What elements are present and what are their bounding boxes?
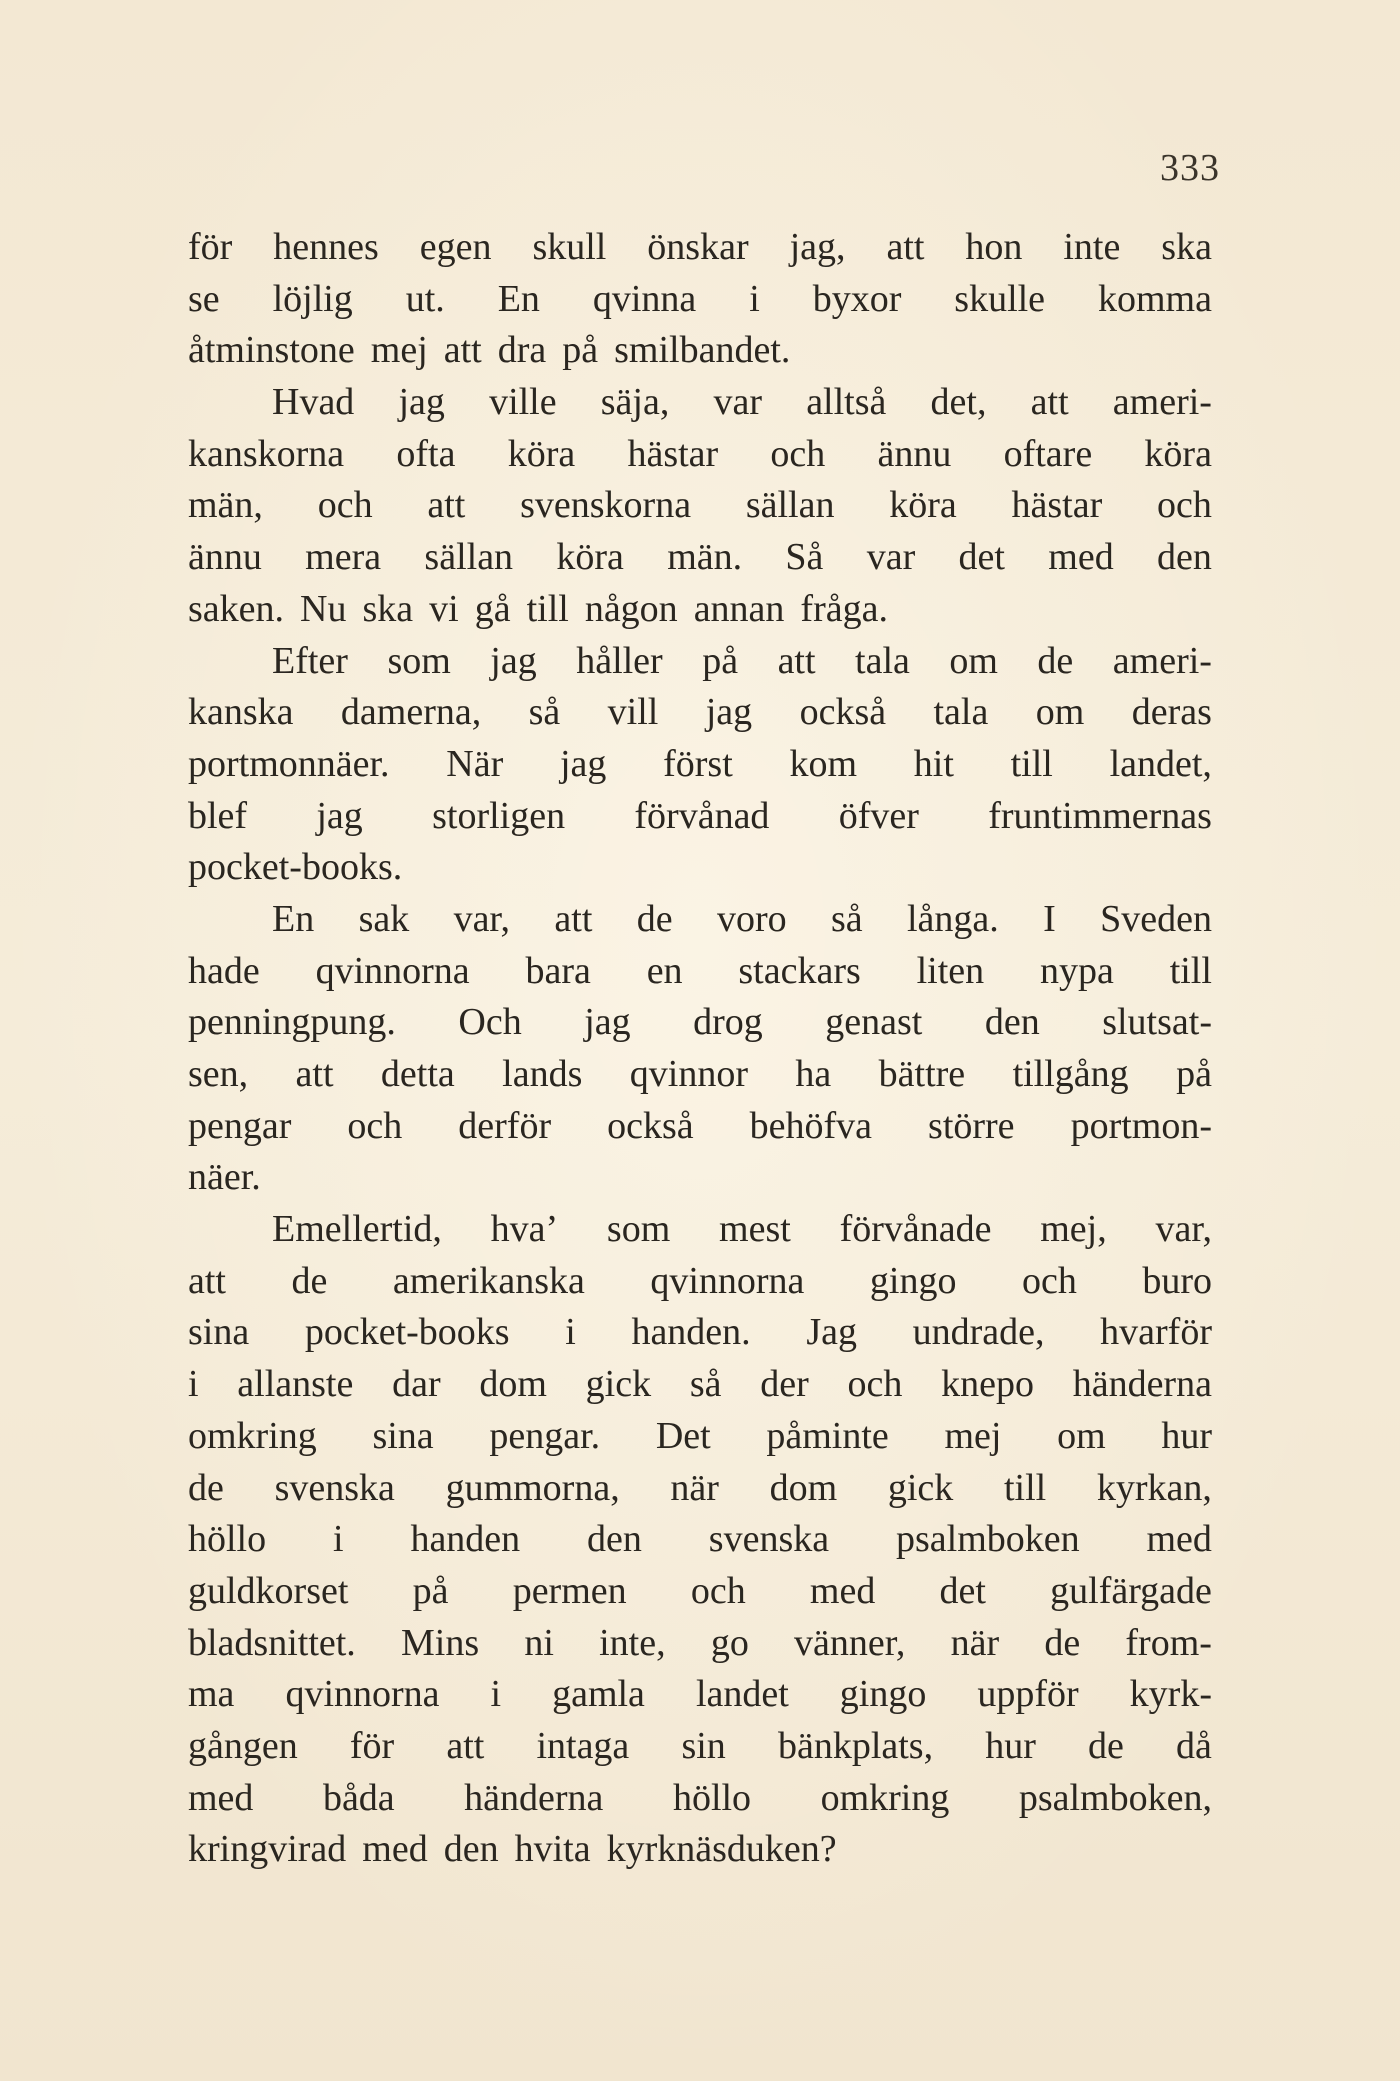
word: för [188, 226, 233, 268]
word: så [528, 691, 561, 734]
word: var, [1155, 1208, 1212, 1251]
word: behöfva [749, 1104, 873, 1147]
word: vill [607, 691, 659, 734]
text-line [188, 532, 1212, 584]
word: att [446, 1724, 485, 1767]
word: gummorna, [445, 1466, 620, 1509]
word: i [490, 1673, 502, 1716]
word: handen [410, 1518, 521, 1561]
word: någon [584, 587, 678, 630]
word: hästar [1011, 484, 1103, 527]
word: landet, [1109, 742, 1212, 785]
word: ut. [405, 277, 445, 320]
word: och [1021, 1259, 1077, 1302]
word: hur [985, 1724, 1036, 1767]
word: ameri- [1112, 381, 1212, 424]
word: ofta [396, 432, 456, 475]
word: de [636, 897, 673, 940]
word: förvånade [839, 1208, 992, 1251]
word: gången [188, 1724, 298, 1767]
word: hade [188, 949, 260, 992]
text-line [188, 1463, 1212, 1515]
word: höllo [188, 1518, 267, 1561]
word: till [1010, 742, 1053, 785]
word: pengar [188, 1104, 292, 1147]
word: mest [719, 1208, 791, 1251]
word: qvinnorna [285, 1673, 440, 1716]
word: män, [188, 484, 263, 527]
word: med [362, 1828, 428, 1871]
word: i [188, 1363, 199, 1406]
word: som [606, 1208, 671, 1251]
text-line [188, 1618, 1212, 1670]
word: from- [1125, 1621, 1212, 1664]
word: inte [1063, 226, 1121, 268]
text-line [188, 739, 1212, 791]
word: påminte [766, 1414, 889, 1457]
text-line [188, 1566, 1212, 1618]
word: omkring [188, 1414, 317, 1457]
word: jag [705, 691, 753, 734]
word: näer. [188, 1156, 261, 1199]
word: saken. [188, 587, 285, 630]
word: alltså [806, 381, 887, 424]
word: var [866, 536, 916, 579]
word: för [349, 1724, 395, 1767]
word: genast [825, 1001, 923, 1044]
text-line [188, 1049, 1212, 1101]
word: ännu [877, 432, 952, 475]
word: lands [502, 1053, 583, 1095]
word: först [663, 742, 733, 785]
word: sina [372, 1414, 434, 1457]
word: de [188, 1466, 224, 1509]
word: jag [584, 1001, 631, 1044]
word: hur [1161, 1414, 1212, 1457]
word: pocket-books [304, 1311, 510, 1354]
word: med [1146, 1518, 1212, 1561]
word: den [587, 1518, 642, 1561]
word: gick [887, 1466, 954, 1509]
word: när [670, 1466, 719, 1509]
word: kanskorna [188, 432, 345, 475]
word: till [1003, 1466, 1047, 1509]
word: köra [556, 536, 624, 579]
word: när [950, 1621, 1000, 1664]
word: jag [398, 381, 445, 424]
word: jag [316, 794, 363, 837]
word: och [317, 484, 373, 527]
word: deras [1131, 691, 1212, 734]
text-line [188, 894, 1212, 946]
text-line [188, 1101, 1212, 1153]
word: att [886, 226, 925, 268]
word: mej [370, 329, 428, 372]
word: nypa [1039, 949, 1114, 992]
text-line [188, 1359, 1212, 1411]
word: kanska [188, 691, 294, 734]
word: så [689, 1363, 722, 1406]
word: portmonnäer. [188, 742, 390, 785]
word: det, [930, 381, 987, 424]
word: handen. [631, 1311, 751, 1354]
word: händerna [1072, 1363, 1212, 1406]
word: så [830, 897, 863, 940]
word: amerikanska [392, 1259, 585, 1302]
word: om [1035, 691, 1085, 734]
word: blef [188, 794, 248, 837]
word: Hvad [272, 381, 355, 424]
word: långa. [906, 897, 999, 940]
word: Efter [272, 639, 348, 682]
word: att [554, 897, 593, 940]
word: på [1176, 1053, 1212, 1095]
word: ska [362, 587, 414, 630]
word: bladsnittet. [188, 1621, 356, 1664]
word: som [387, 639, 451, 682]
word: Emellertid, [272, 1208, 442, 1251]
word: go [710, 1621, 749, 1664]
word: Nu [300, 587, 347, 630]
word: en [646, 949, 683, 992]
word: säja, [600, 381, 670, 424]
word: köra [889, 484, 957, 527]
word: bara [525, 949, 591, 992]
word: svenska [274, 1466, 395, 1509]
word: kyrk- [1129, 1673, 1212, 1716]
word: båda [322, 1776, 395, 1819]
word: den [984, 1001, 1040, 1044]
word: qvinna [592, 277, 697, 320]
word: och [847, 1363, 903, 1406]
text-line [188, 1824, 1212, 1876]
word: skull [532, 226, 607, 268]
word: pocket-books. [188, 846, 403, 889]
word: annan [693, 587, 785, 630]
word: mera [305, 536, 382, 579]
word: Mins [401, 1621, 480, 1664]
word: ville [489, 381, 557, 424]
text-line [188, 480, 1212, 532]
word: ännu [188, 536, 262, 579]
word: dar [392, 1363, 441, 1406]
word: svenska [708, 1518, 830, 1561]
text-line [188, 1411, 1212, 1463]
word: qvinnor [629, 1053, 748, 1095]
word: köra [1144, 432, 1212, 475]
text-line [188, 1669, 1212, 1721]
word: och [347, 1104, 403, 1147]
word: mej, [1040, 1208, 1107, 1251]
word: egen [419, 226, 492, 268]
word: ha [795, 1053, 832, 1095]
text-line [188, 1204, 1212, 1256]
word: undrade, [912, 1311, 1045, 1354]
word: permen [512, 1569, 627, 1612]
word: och [690, 1569, 746, 1612]
word: sen, [188, 1053, 249, 1095]
word: vi [429, 587, 459, 630]
word: tala [933, 691, 989, 734]
word: se [188, 277, 220, 320]
word: Jag [806, 1311, 857, 1354]
text-line [188, 946, 1212, 998]
text-line [188, 636, 1212, 688]
word: de [291, 1259, 328, 1302]
word: ameri- [1112, 639, 1212, 682]
word: portmon- [1070, 1104, 1212, 1147]
word: i [333, 1518, 344, 1561]
word: gulfärgade [1050, 1569, 1212, 1612]
word: En [272, 897, 315, 940]
text-line [188, 997, 1212, 1049]
word: byxor [812, 277, 902, 320]
text-line [188, 1721, 1212, 1773]
word: större [928, 1104, 1015, 1147]
text-line [188, 1514, 1212, 1566]
text-line [188, 791, 1212, 843]
word: kringvirad [188, 1828, 347, 1871]
word: då [1176, 1724, 1212, 1767]
word: kyrknäsduken? [606, 1828, 837, 1871]
text-line [188, 274, 1212, 326]
word: händerna [464, 1776, 604, 1819]
word: buro [1142, 1259, 1212, 1302]
body-text [188, 222, 1212, 1876]
word: Sveden [1100, 897, 1212, 940]
word: dom [479, 1363, 547, 1406]
word: om [949, 639, 998, 682]
word: När [446, 742, 504, 785]
word: håller [576, 639, 663, 682]
word: att [188, 1259, 226, 1302]
word: till [526, 587, 569, 630]
word: gå [474, 587, 511, 630]
word: Så [785, 536, 824, 579]
word: gick [585, 1363, 652, 1406]
word: gingo [839, 1673, 927, 1716]
word: oftare [1003, 432, 1093, 475]
page-number: 333 [1160, 147, 1220, 189]
text-line [188, 377, 1212, 429]
word: att [295, 1053, 334, 1095]
text-line [188, 429, 1212, 481]
text-line [188, 584, 1212, 636]
word: de [1037, 639, 1074, 682]
word: också [607, 1104, 694, 1147]
word: uppför [977, 1673, 1079, 1716]
word: hästar [627, 432, 719, 475]
word: fråga. [800, 587, 888, 630]
text-line [188, 222, 1212, 274]
word: det [958, 536, 1005, 579]
word: intaga [536, 1724, 630, 1767]
word: dra [497, 329, 547, 372]
word: En [497, 277, 540, 320]
word: jag [490, 639, 537, 682]
word: penningpung. [188, 1001, 396, 1044]
word: gamla [552, 1673, 645, 1716]
word: skulle [954, 277, 1046, 320]
word: var, [453, 897, 511, 940]
word: höllo [672, 1776, 752, 1819]
word: sällan [424, 536, 514, 579]
word: allanste [237, 1363, 354, 1406]
word: liten [916, 949, 985, 992]
word: psalmboken [895, 1518, 1080, 1561]
word: slutsat- [1102, 1001, 1212, 1044]
word: och [770, 432, 826, 475]
text-line [188, 687, 1212, 739]
word: bättre [878, 1053, 966, 1095]
word: Och [458, 1001, 522, 1044]
text-line [188, 1773, 1212, 1825]
word: omkring [820, 1776, 950, 1819]
word: köra [507, 432, 576, 475]
word: med [1048, 536, 1114, 579]
word: derför [458, 1104, 552, 1147]
word: kom [789, 742, 858, 785]
word: stackars [738, 949, 861, 992]
word: qvinnorna [650, 1259, 805, 1302]
word: i [565, 1311, 576, 1354]
word: på [702, 639, 739, 682]
word: gingo [869, 1259, 957, 1302]
word: män. [667, 536, 743, 579]
word: och [1157, 484, 1212, 527]
word: knepo [941, 1363, 1034, 1406]
word: det [939, 1569, 986, 1612]
word: smilbandet. [614, 329, 791, 372]
word: öfver [838, 794, 919, 837]
word: guldkorset [188, 1569, 349, 1612]
text-line [188, 1307, 1212, 1359]
word: hva’ [490, 1208, 559, 1251]
word: svenskorna [520, 484, 692, 527]
word: hvarför [1100, 1311, 1212, 1354]
word: kyrkan, [1096, 1466, 1212, 1509]
word: var [713, 381, 763, 424]
text-line [188, 325, 1212, 377]
word: der [760, 1363, 809, 1406]
word: sak [358, 897, 410, 940]
word: pengar. [489, 1414, 601, 1457]
word: också [799, 691, 887, 734]
word: mej [944, 1414, 1002, 1457]
word: Det [655, 1414, 711, 1457]
word: vänner, [794, 1621, 906, 1664]
word: de [1044, 1621, 1081, 1664]
word: sin [681, 1724, 726, 1767]
word: hit [913, 742, 954, 785]
word: på [562, 329, 599, 372]
word: om [1057, 1414, 1106, 1457]
text-line [188, 1256, 1212, 1308]
word: sällan [745, 484, 835, 527]
word: att [777, 639, 816, 682]
word: önskar [647, 226, 749, 268]
word: den [1157, 536, 1212, 579]
word: löjlig [272, 277, 353, 320]
word: fruntimmernas [988, 794, 1212, 837]
word: sina [188, 1311, 250, 1354]
word: hvita [514, 1828, 591, 1871]
word: ska [1161, 226, 1212, 268]
word: damerna, [340, 691, 482, 734]
word: voro [716, 897, 787, 940]
word: jag [559, 742, 607, 785]
word: att [443, 329, 482, 372]
word: ni [524, 1621, 554, 1664]
word: tillgång [1012, 1053, 1129, 1095]
word: storligen [432, 794, 566, 837]
text-line [188, 842, 1212, 894]
word: den [443, 1828, 499, 1871]
word: till [1169, 949, 1212, 992]
word: jag, [789, 226, 846, 268]
word: hon [965, 226, 1023, 268]
word: psalmboken, [1018, 1776, 1212, 1819]
word: att [1030, 381, 1069, 424]
word: inte, [599, 1621, 666, 1664]
word: åtminstone [188, 329, 355, 372]
word: drog [693, 1001, 763, 1044]
word: förvånad [634, 794, 770, 837]
word: landet [695, 1673, 789, 1716]
word: med [809, 1569, 876, 1612]
word: med [188, 1776, 254, 1819]
word: ma [188, 1673, 235, 1716]
word: detta [380, 1053, 455, 1095]
text-line [188, 1152, 1212, 1204]
word: tala [855, 639, 910, 682]
word: de [1088, 1724, 1124, 1767]
word: i [749, 277, 760, 320]
word: komma [1097, 277, 1212, 320]
word: qvinnorna [315, 949, 470, 992]
word: att [427, 484, 466, 527]
word: I [1043, 897, 1056, 940]
word: på [412, 1569, 449, 1612]
word: hennes [273, 226, 379, 268]
word: dom [769, 1466, 838, 1509]
word: bänkplats, [777, 1724, 934, 1767]
